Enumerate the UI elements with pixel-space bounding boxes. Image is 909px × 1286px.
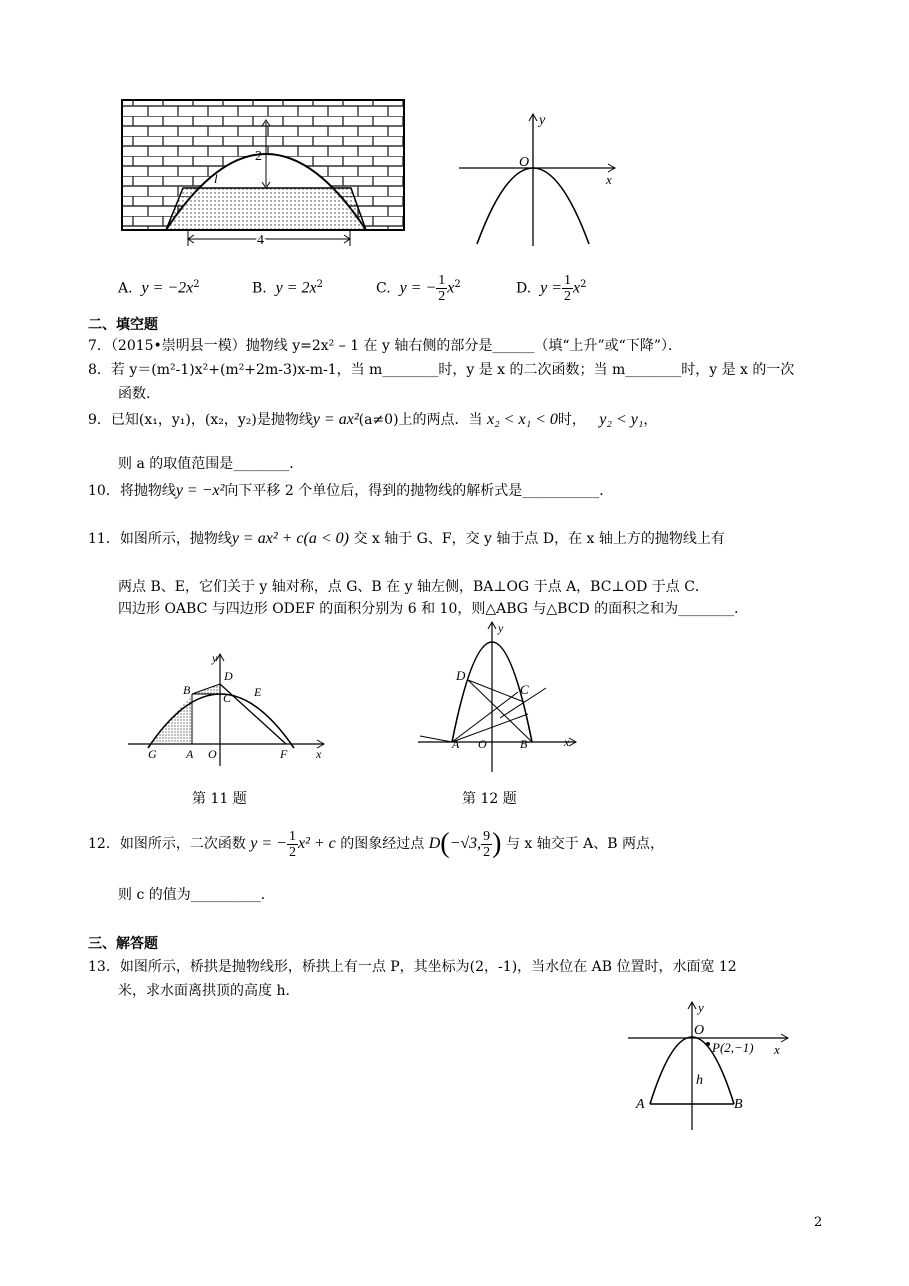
question-8-cont: 函数. — [118, 386, 151, 402]
question-8: 8．若 y＝(m²-1)x²+(m²+2m-3)x-m-1，当 m________时，y 是 x 的二次函数；当 m________时，y 是 x 的一次 — [88, 362, 795, 378]
fig11-label-y: y — [212, 651, 218, 665]
fig11-label-x: x — [316, 747, 322, 761]
fig13-label-y: y — [698, 1000, 704, 1015]
arch-width-label: 4 — [257, 233, 264, 248]
fig12-label-b: B — [520, 737, 528, 751]
choice-d: D. y = $\frac{1}{2}$ $x^2$ — [516, 273, 587, 305]
question-9-cont: 则 a 的取值范围是________． — [118, 456, 304, 472]
question-13: 13．如图所示，桥拱是抛物线形，桥拱上有一点 P，其坐标为(2，-1)，当水位在 AB 位置时，水面宽 12 — [88, 959, 737, 975]
fig12-label-o: O — [478, 737, 487, 751]
fig11-label-f: F — [280, 747, 288, 761]
figure-12-caption: 第 12 题 — [462, 791, 517, 807]
question-7: 7．（2015•崇明县一模）抛物线 y=2x² – 1 在 y 轴右侧的部分是______（填“上升”或“下降”）． — [88, 338, 682, 354]
choice-c: C. y = − $\frac{1}{2}$ $x^2$ — [376, 273, 461, 305]
fig11-label-d: D — [224, 669, 233, 683]
arch-height-label: 2 — [255, 149, 262, 164]
question-11-line2: 两点 B、E，它们关于 y 轴对称，点 G、B 在 y 轴左侧，BA⊥OG 于点 A，BC⊥OD 于点 C． — [118, 579, 709, 595]
fig13-label-h: h — [696, 1073, 703, 1088]
question-12: 12．如图所示，二次函数 y = − $\frac{1}{2}$ x² + c 的图象经过点 D(−√3, $\frac{9}{2}$ ) 与 x 轴交于 A、B 两点， — [88, 828, 665, 860]
figure-13 — [624, 998, 794, 1132]
fig13-label-o: O — [694, 1023, 705, 1038]
question-12-cont: 则 c 的值为__________． — [118, 887, 275, 903]
section-title-3: 三、解答题 — [88, 936, 158, 952]
fig13-label-x: x — [774, 1042, 780, 1057]
fig11-label-c: C — [223, 691, 232, 705]
fig12-label-a: A — [452, 737, 460, 751]
arch-wall-figure — [118, 96, 408, 248]
fig13-label-a: A — [636, 1097, 645, 1112]
section-title: 二、填空题 — [88, 317, 158, 333]
fig13-label-b: B — [734, 1097, 743, 1112]
question-9: 9．已知(x₁，y₁)，(x₂，y₂)是抛物线y = ax²(a≠0)上的两点．当 x₂ < x₁ < 0时， y₂ < y₁， — [88, 411, 658, 428]
choice-b: B. $y = 2x^2$ — [252, 279, 324, 297]
question-11: 11．如图所示，抛物线y = ax² + c(a < 0) 交 x 轴于 G、F，交 y 轴于点 D，在 x 轴上方的抛物线上有 — [88, 530, 725, 547]
figure-11-caption: 第 11 题 — [192, 791, 247, 807]
question-11-line3: 四边形 OABC 与四边形 ODEF 的面积分别为 6 和 10，则△ABG 与△BCD 的面积之和为________． — [118, 601, 749, 617]
parabola-choice-figure — [455, 108, 620, 250]
fig12-label-c: C — [520, 682, 529, 697]
page-number: 2 — [814, 1215, 823, 1230]
figure-11 — [126, 650, 336, 768]
axis-y-label: y — [539, 113, 546, 128]
fig11-label-g: G — [148, 747, 157, 761]
fig11-label-a: A — [186, 747, 194, 761]
choice-a: A. $y = -2x^2$ — [118, 279, 200, 297]
question-10: 10．将抛物线y = −x²向下平移 2 个单位后，得到的抛物线的解析式是___________． — [88, 482, 614, 499]
fig12-label-y: y — [498, 621, 504, 635]
fig12-label-d: D — [456, 668, 466, 683]
fig11-label-e: E — [254, 685, 262, 699]
question-13-cont: 米，求水面离拱顶的高度 h. — [118, 983, 290, 999]
figure-12 — [416, 618, 581, 774]
fig11-label-o: O — [208, 747, 217, 761]
water-line-label: l — [214, 171, 218, 186]
axis-x-label: x — [606, 172, 612, 187]
fig12-label-x: x — [564, 735, 570, 749]
fig11-label-b: B — [183, 683, 191, 697]
fig13-label-p: P(2,−1) — [712, 1040, 754, 1055]
origin-label: O — [519, 155, 530, 170]
